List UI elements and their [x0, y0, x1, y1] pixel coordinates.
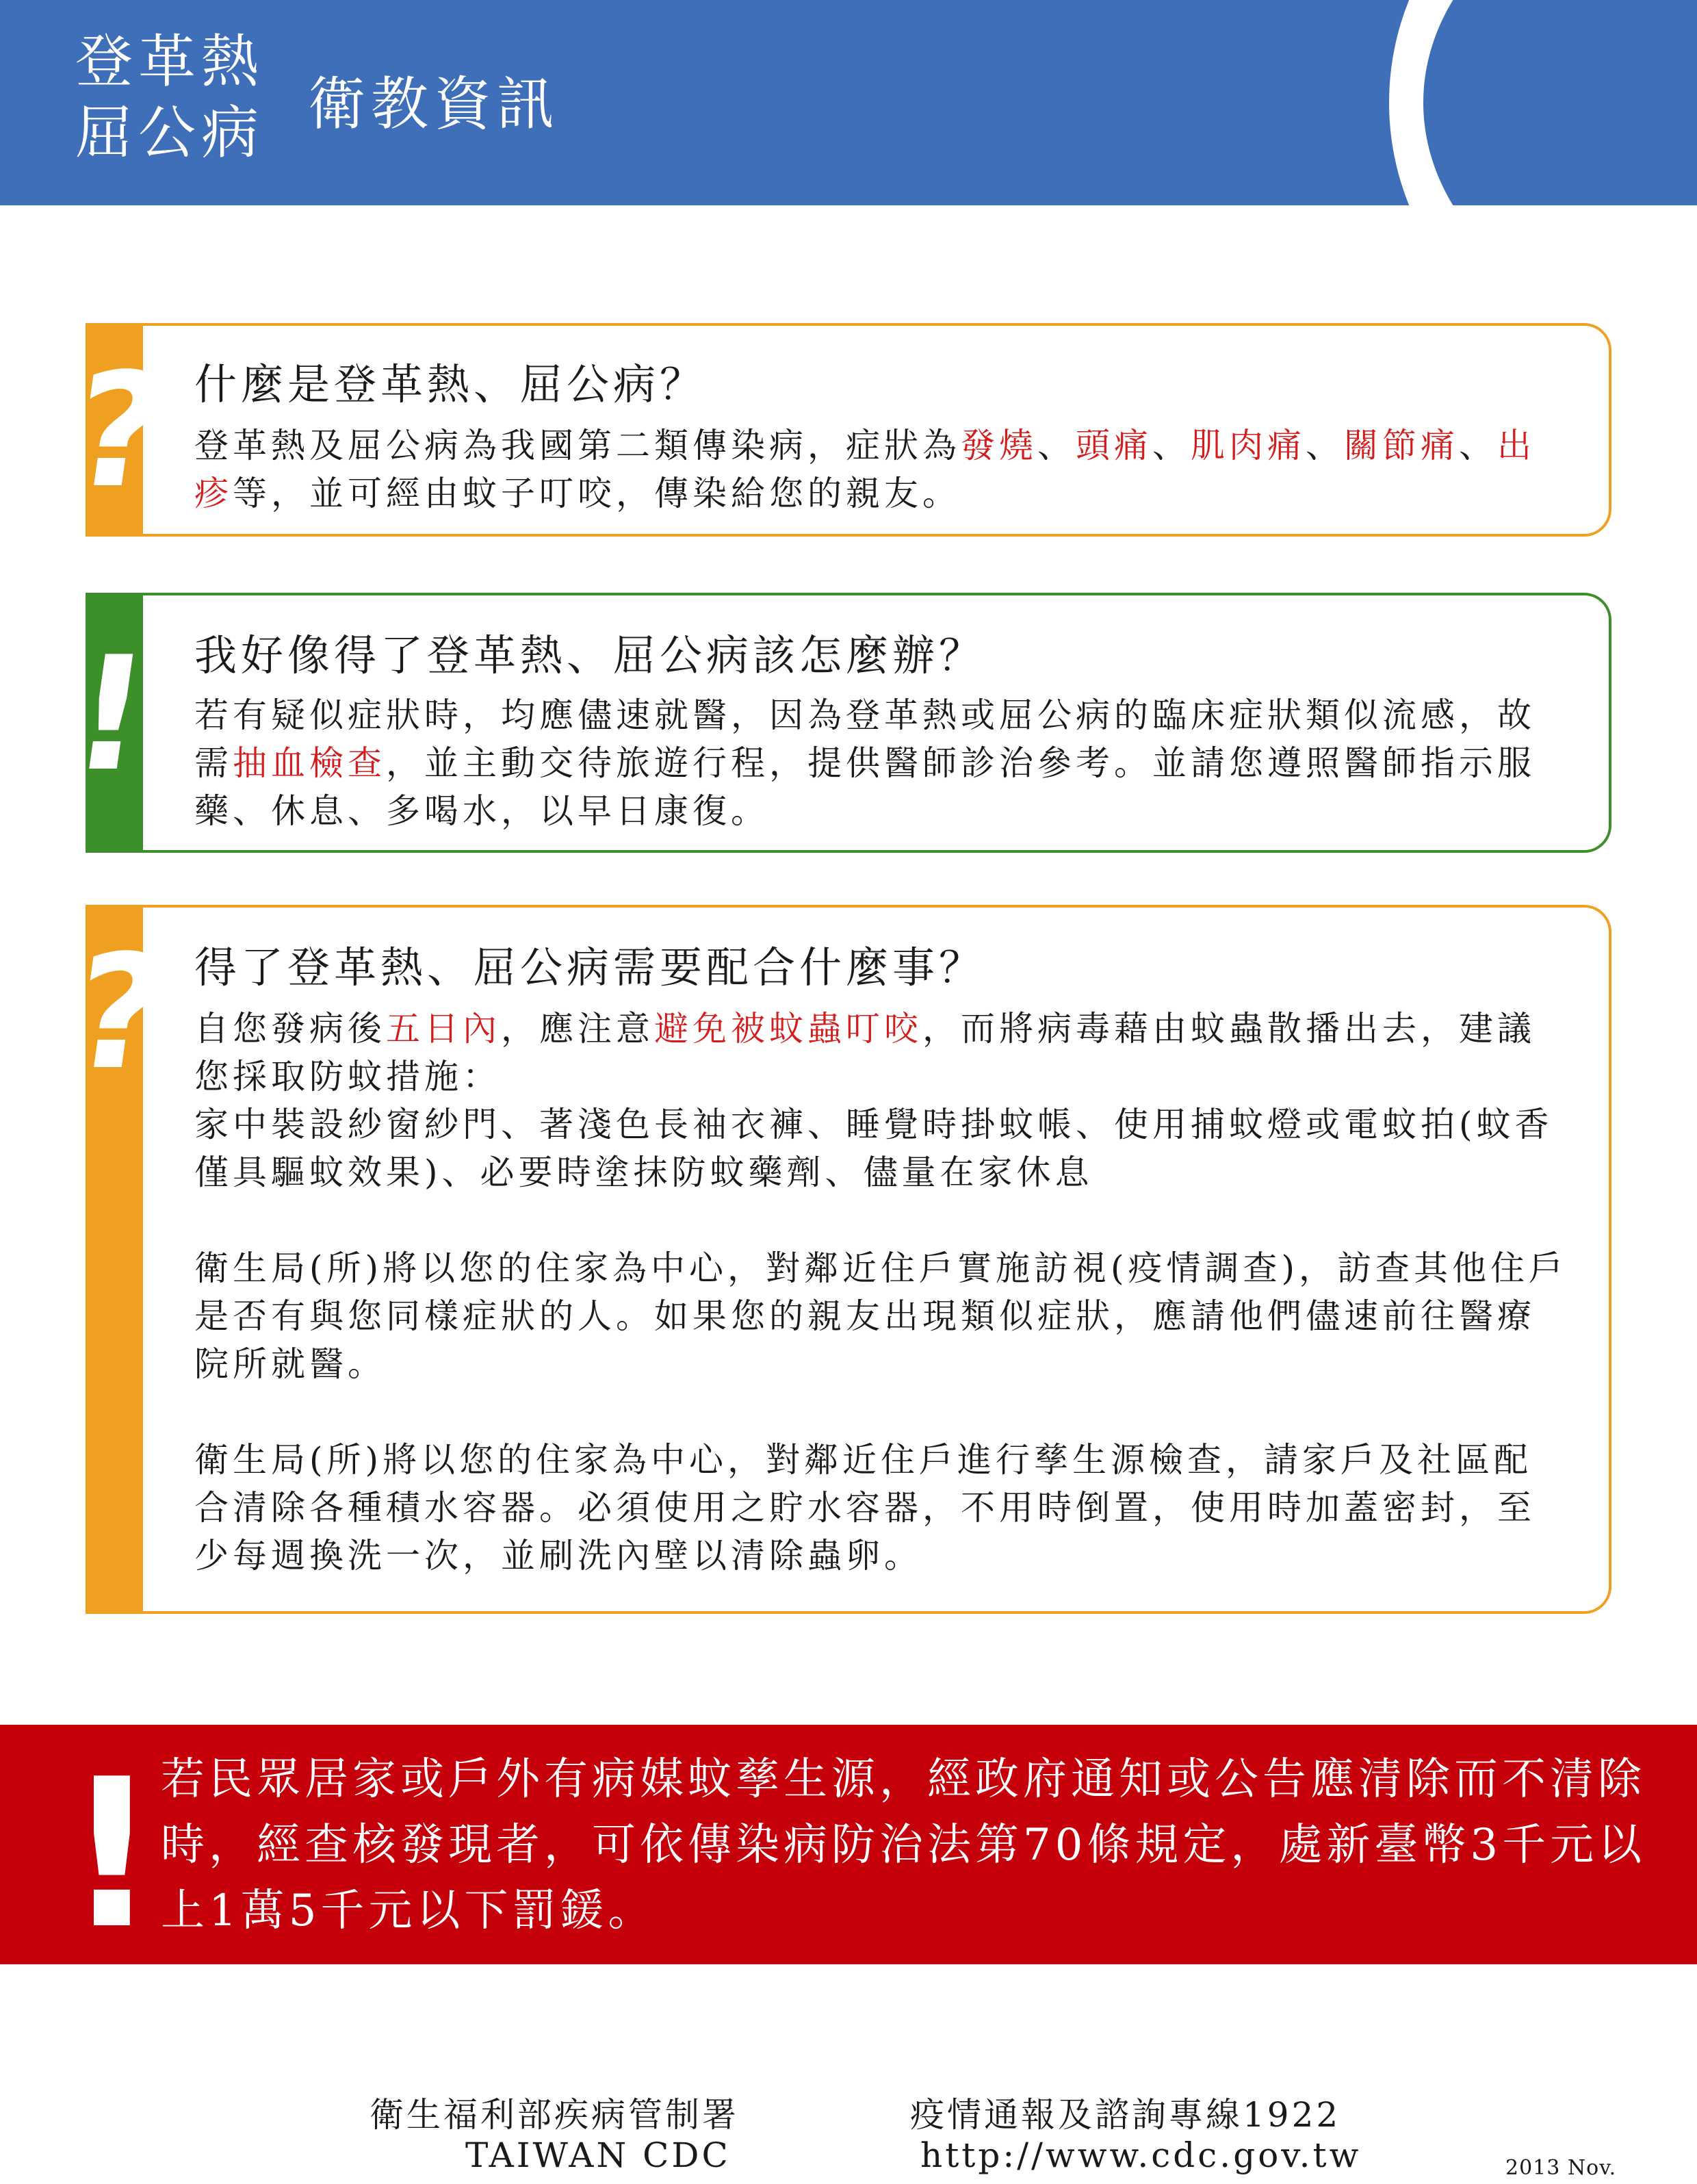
penalty-warning-panel	[0, 1725, 1697, 1974]
exclamation-mark-icon: !	[65, 1735, 159, 1974]
footer-url[interactable]: http://www.cdc.gov.tw	[920, 2135, 1362, 2175]
body-text: 、	[1037, 426, 1076, 465]
question-mark-icon: ?	[62, 922, 179, 1105]
header-title-line1: 登革熱	[75, 28, 265, 95]
section-body	[194, 1005, 1568, 1580]
header-title-line2: 屈公病	[75, 99, 265, 166]
body-text: 若有疑似症狀時，均應儘速就醫，因為登革熱或屈公病的臨床症狀類似流感，故需	[194, 695, 1536, 783]
section-body	[194, 691, 1568, 835]
section-paragraph	[194, 422, 1568, 517]
body-text: 登革熱及屈公病為我國第二類傳染病，症狀為	[194, 426, 961, 465]
footer-org-en: TAIWAN CDC	[465, 2135, 731, 2175]
section-body	[194, 422, 1568, 517]
section-what-is	[62, 323, 1611, 537]
highlighted-term: 出疹	[194, 426, 1536, 513]
header-banner	[0, 0, 1697, 205]
section-paragraph: 衛生局(所)將以您的住家為中心，對鄰近住戶進行孳生源檢查，請家戶及社區配合清除各種積水容器。必須使用之貯水容器，不用時倒置，使用時加蓋密封，至少每週換洗一次，並刷洗內壁以清除蟲卵。	[194, 1440, 1536, 1576]
highlighted-term: 抽血檢查	[233, 743, 386, 783]
section-title: 我好像得了登革熱、屈公病該怎麼辦？	[194, 630, 986, 680]
decorative-curve	[1423, 0, 1697, 205]
question-mark-icon: ?	[62, 340, 179, 523]
section-paragraph: 衛生局(所)將以您的住家為中心，對鄰近住戶實施訪視(疫情調查)，訪查其他住戶是否有與您同樣症狀的人。如果您的親友出現類似症狀，應請他們儘速前往醫療院所就醫。	[194, 1248, 1568, 1384]
exclamation-mark-icon: !	[62, 624, 159, 806]
section-what-to-do	[62, 593, 1611, 853]
penalty-warning-text: 若民眾居家或戶外有病媒蚊孳生源，經政府通知或公告應清除而不清除時，經查核發現者，可依傳染病防治法第70條規定，處新臺幣3千元以上1萬5千元以下罰鍰。	[161, 1754, 1646, 1936]
highlighted-term: 頭痛	[1076, 426, 1152, 465]
section-paragraph: 家中裝設紗窗紗門、著淺色長袖衣褲、睡覺時掛蚊帳、使用捕蚊燈或電蚊拍(蚊香僅具驅蚊效果)、必要時塗抹防蚊藥劑、儘量在家休息	[194, 1105, 1553, 1192]
header-subtitle: 衛教資訊	[308, 70, 560, 138]
body-text: 、	[1306, 426, 1344, 465]
footer-hotline: 疫情通報及諮詢專線1922	[910, 2095, 1341, 2135]
highlighted-term: 五日內	[386, 1009, 501, 1049]
section-paragraph	[194, 1005, 1568, 1101]
section-title: 什麼是登革熱、屈公病？	[194, 359, 707, 409]
body-text: 、	[1459, 426, 1497, 465]
body-text: ，並主動交待旅遊行程，提供醫師診治參考。並請您遵照醫師指示服藥、休息、多喝水，以早日康復。	[194, 743, 1536, 831]
footer-date: 2013 Nov.	[1505, 2156, 1617, 2180]
body-text: 自您發病後	[194, 1009, 386, 1049]
body-text: ，應注意	[501, 1009, 654, 1049]
highlighted-term: 發燒	[961, 426, 1037, 465]
body-text: 、	[1152, 426, 1191, 465]
highlighted-term: 關節痛	[1344, 426, 1459, 465]
highlighted-term: 避免被蚊蟲叮咬	[654, 1009, 922, 1049]
body-text: ，而將病毒藉由蚊蟲散播出去，建議您採取防蚊措施：	[194, 1009, 1536, 1096]
body-text: 等，並可經由蚊子叮咬，傳染給您的親友。	[233, 474, 961, 513]
section-paragraph	[194, 691, 1568, 835]
highlighted-term: 肌肉痛	[1191, 426, 1306, 465]
header-disease-names	[75, 26, 264, 168]
footer-org-zh: 衛生福利部疾病管制署	[370, 2095, 739, 2135]
section-cooperation	[62, 905, 1611, 1614]
section-title: 得了登革熱、屈公病需要配合什麼事？	[194, 942, 986, 992]
